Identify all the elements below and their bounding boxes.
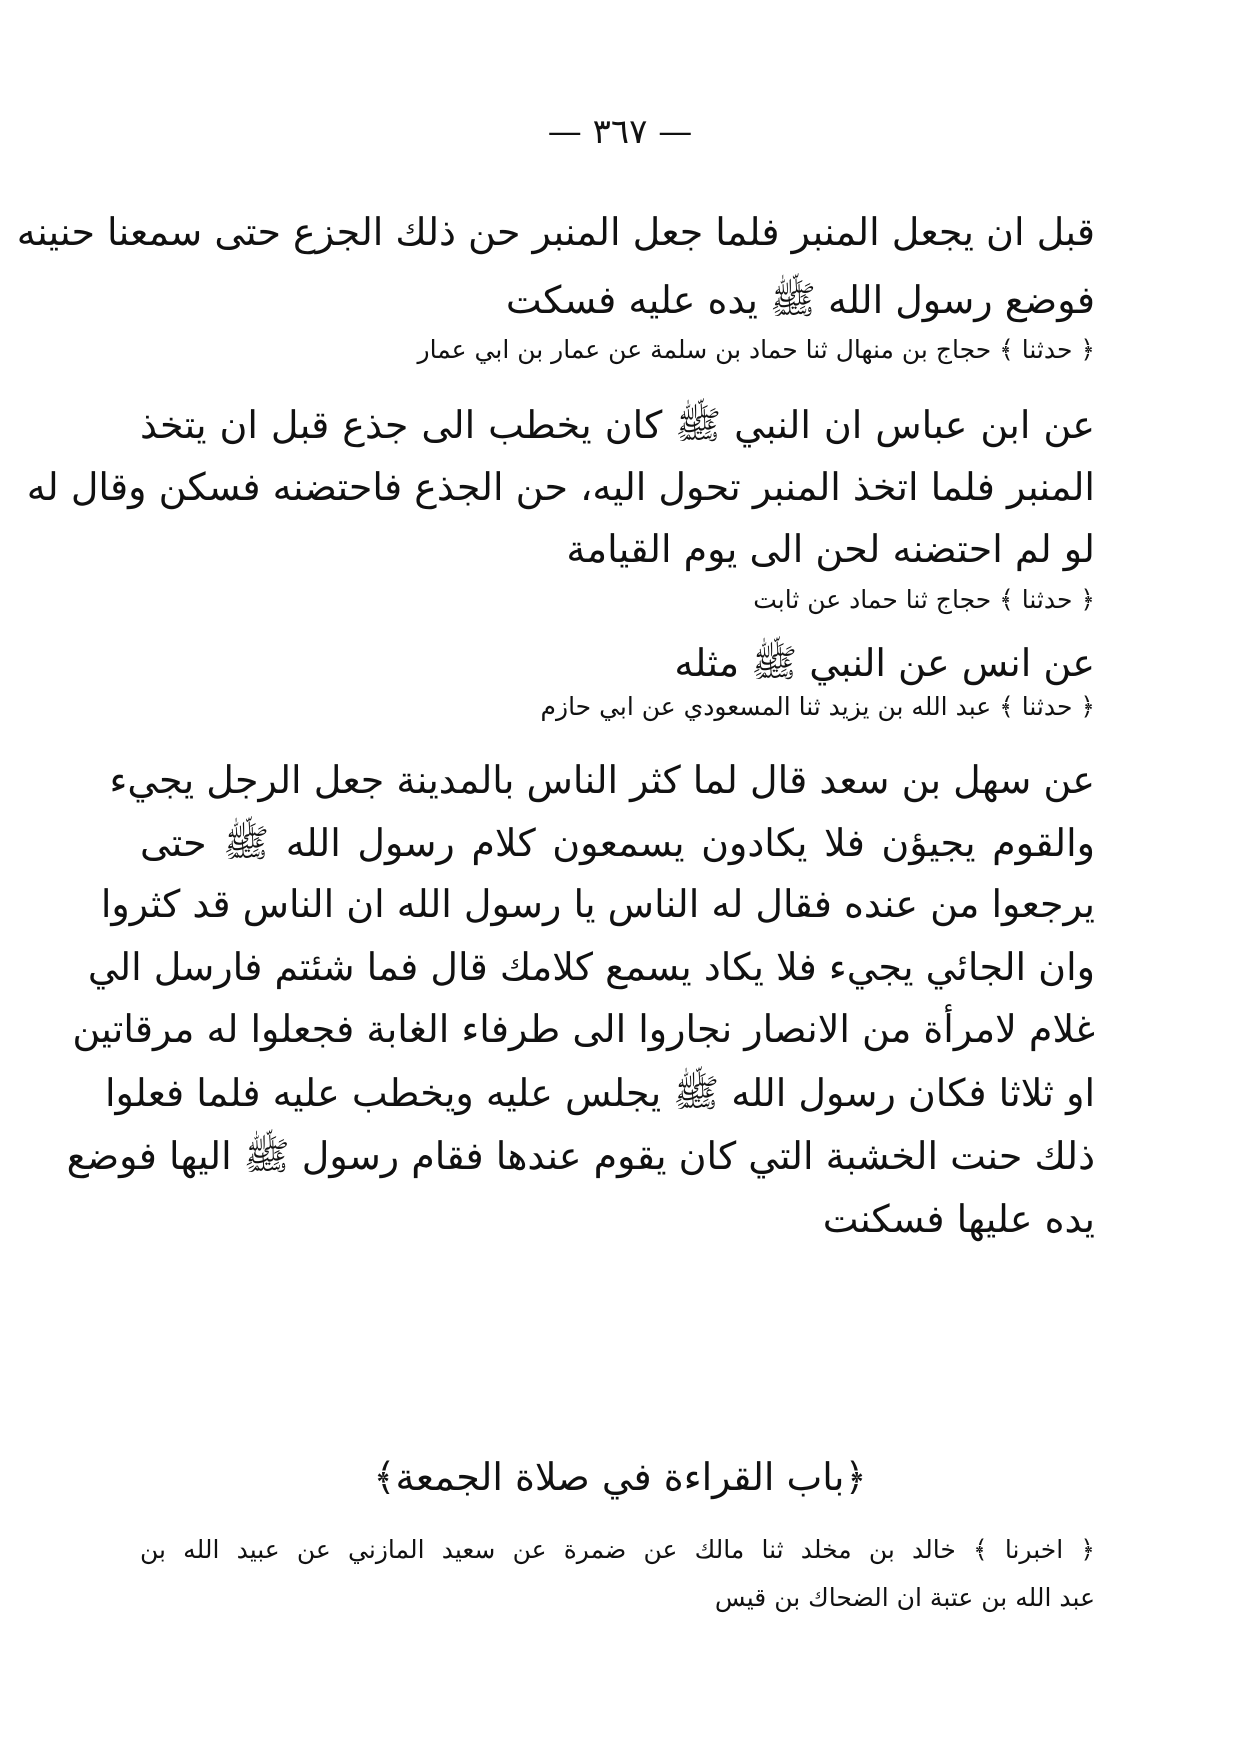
text-line: يده عليها فسكنت [822,1197,1095,1241]
text-line: عبد الله بن عتبة ان الضحاك بن قيس [714,1583,1095,1612]
text-line: عن سهل بن سعد قال لما كثر الناس بالمدينة جعل الرجل يجيء [109,758,1095,802]
text-line: وان الجائي يجيء فلا يكاد يسمع كلامك قال فما شئتم فارسل الي [87,945,1095,989]
text-line: غلام لامرأة من الانصار نجاروا الى طرفاء الغابة فجعلوا له مرقاتين [72,1007,1095,1051]
text-line: المنبر فلما اتخذ المنبر تحول اليه، حن الجذع فاحتضنه فسكن وقال له [26,465,1095,509]
text-line: ذلك حنت الخشبة التي كان يقوم عندها فقام رسول ﷺ اليها فوضع [66,1134,1095,1178]
text-line: قبل ان يجعل المنبر فلما جعل المنبر حن ذلك الجزع حتى سمعنا حنينه [16,210,1095,254]
chapter-heading: ﴿باب القراءة في صلاة الجمعة﴾ [373,1455,867,1499]
text-line: يرجعوا من عنده فقال له الناس يا رسول الله ان الناس قد كثروا [100,882,1095,926]
isnad-line: ﴿ حدثنا ﴾ حجاج ثنا حماد عن ثابت [753,585,1095,614]
text-line: او ثلاثا فكان رسول الله ﷺ يجلس عليه ويخطب عليه فلما فعلوا [104,1071,1095,1115]
text-line: لو لم احتضنه لحن الى يوم القيامة [566,527,1095,571]
isnad-line: ﴿ حدثنا ﴾ حجاج بن منهال ثنا حماد بن سلمة عن عمار بن ابي عمار [417,335,1095,364]
text-line: عن ابن عباس ان النبي ﷺ كان يخطب الى جذع قبل ان يتخذ [140,403,1095,447]
isnad-line: ﴿ اخبرنا ﴾ خالد بن مخلد ثنا مالك عن ضمرة عن سعيد المازني عن عبيد الله بن [140,1535,1095,1564]
isnad-line: ﴿ حدثنا ﴾ عبد الله بن يزيد ثنا المسعودي عن ابي حازم [540,692,1095,721]
page-number: — ٣٦٧ — [547,112,693,152]
text-line: فوضع رسول الله ﷺ يده عليه فسكت [505,278,1095,322]
text-line: عن انس عن النبي ﷺ مثله [674,641,1095,685]
text-line: والقوم يجيؤن فلا يكادون يسمعون كلام رسول الله ﷺ حتى [140,821,1095,865]
